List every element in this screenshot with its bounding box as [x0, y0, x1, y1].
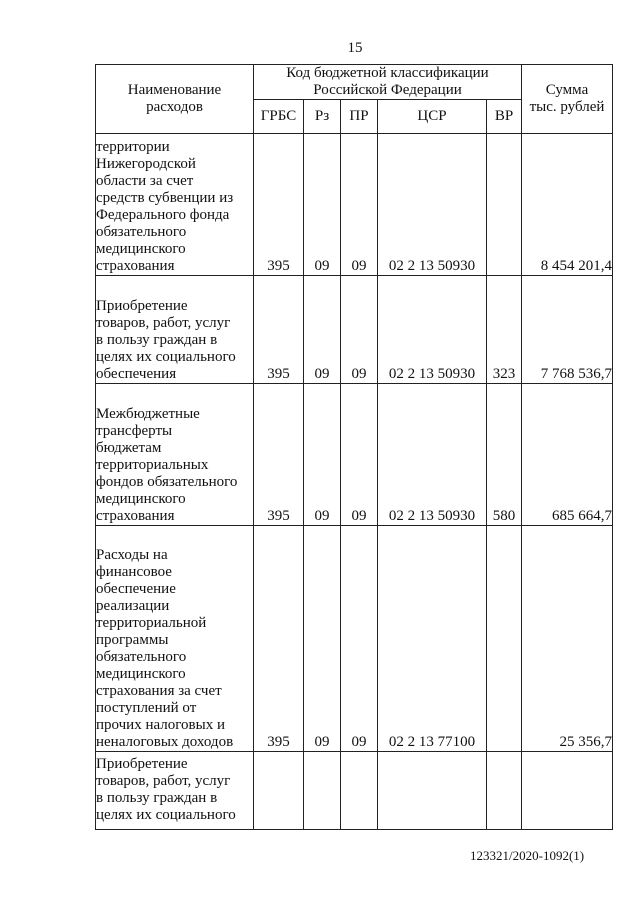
row-grbs: 395: [254, 134, 304, 276]
header-vr: ВР: [487, 100, 522, 134]
header-name: [96, 65, 254, 134]
row-csr: 02 2 13 77100: [378, 526, 487, 752]
document-id: 123321/2020-1092(1): [470, 848, 585, 863]
row-pr: [341, 752, 378, 830]
row-grbs: [254, 752, 304, 830]
row-vr: [487, 134, 522, 276]
row-csr: 02 2 13 50930: [378, 134, 487, 276]
row-name: Расходы на финансовое обеспечение реализации территориальной программы обязательного медицинского страхования за счет поступлений от прочих налоговых и неналоговых доходов: [96, 526, 254, 752]
row-sum: 7 768 536,7: [522, 276, 613, 384]
row-vr: [487, 752, 522, 830]
table-row: [96, 134, 613, 276]
table-row: [96, 526, 613, 752]
row-sum: 685 664,7: [522, 384, 613, 526]
row-csr: 02 2 13 50930: [378, 276, 487, 384]
row-csr: [378, 752, 487, 830]
header-code-group: [254, 65, 522, 100]
header-sum: [522, 65, 613, 134]
row-vr: 323: [487, 276, 522, 384]
row-vr: [487, 526, 522, 752]
row-name: Приобретение товаров, работ, услуг в пользу граждан в целях их социального: [96, 752, 254, 830]
row-vr: 580: [487, 384, 522, 526]
row-grbs: 395: [254, 526, 304, 752]
row-name: Приобретение товаров, работ, услуг в пользу граждан в целях их социального обеспечения: [96, 276, 254, 384]
header-pr: ПР: [341, 100, 378, 134]
table-row: [96, 276, 613, 384]
row-name: Межбюджетные трансферты бюджетам территориальных фондов обязательного медицинского страхования: [96, 384, 254, 526]
page-number: 15: [347, 40, 363, 56]
row-rz: 09: [304, 134, 341, 276]
row-pr: 09: [341, 276, 378, 384]
row-pr: 09: [341, 134, 378, 276]
header-code-group-text: Код бюджетной классификации Российской Федерации: [286, 65, 489, 98]
budget-table: [95, 64, 613, 830]
row-pr: 09: [341, 384, 378, 526]
row-rz: 09: [304, 526, 341, 752]
row-name: территории Нижегородской области за счет средств субвенции из Федерального фонда обязательного медицинского страхования: [96, 134, 254, 276]
header-csr: ЦСР: [378, 100, 487, 134]
row-grbs: 395: [254, 276, 304, 384]
row-pr: 09: [341, 526, 378, 752]
header-name-text: Наименование расходов: [127, 82, 222, 115]
table-row: [96, 384, 613, 526]
row-sum: [522, 752, 613, 830]
row-rz: [304, 752, 341, 830]
row-rz: 09: [304, 276, 341, 384]
row-rz: 09: [304, 384, 341, 526]
header-sum-text: Сумма тыс. рублей: [529, 82, 605, 115]
header-grbs: ГРБС: [254, 100, 304, 134]
row-grbs: 395: [254, 384, 304, 526]
row-sum: 25 356,7: [522, 526, 613, 752]
header-rz: Рз: [304, 100, 341, 134]
row-sum: 8 454 201,4: [522, 134, 613, 276]
row-csr: 02 2 13 50930: [378, 384, 487, 526]
table-row: [96, 752, 613, 830]
